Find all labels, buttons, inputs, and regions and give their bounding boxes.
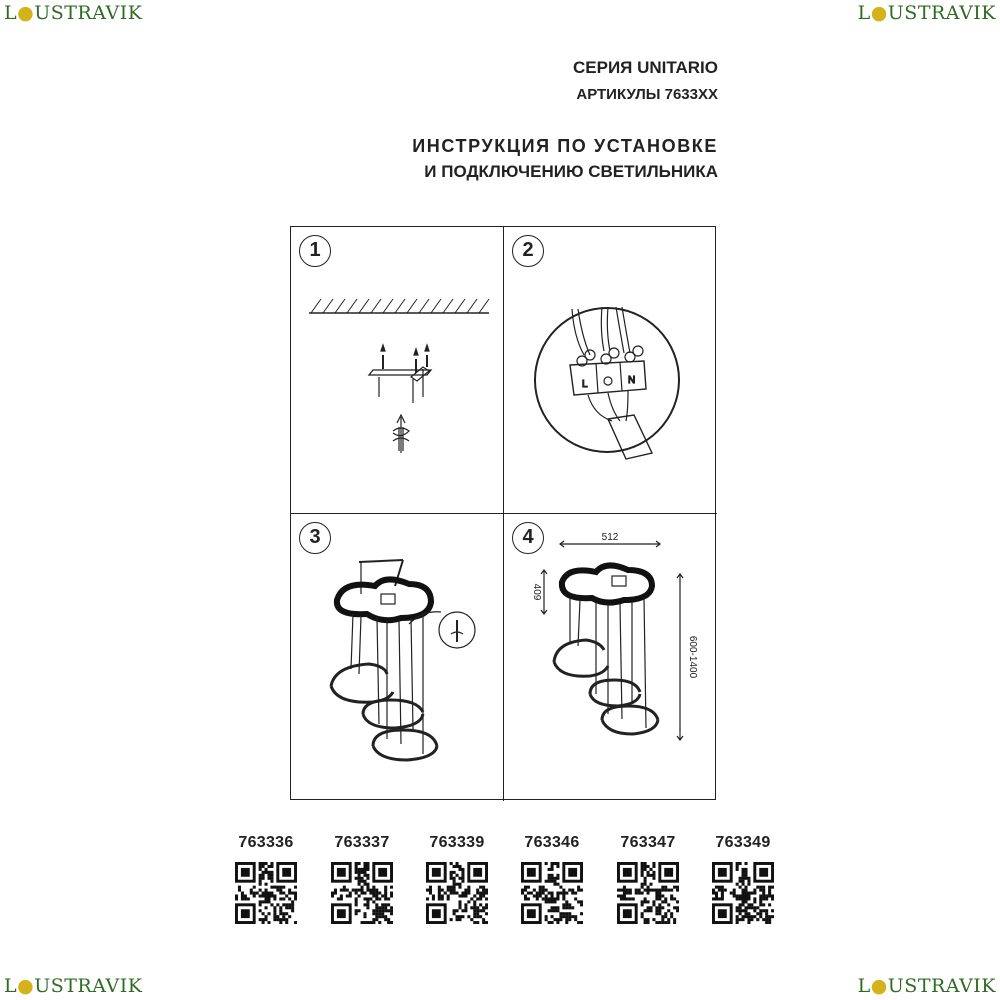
suspension-length-dimension-label: 600-1400 (687, 635, 698, 679)
qr-code-icon (331, 862, 393, 924)
step-4-number: 4 (512, 522, 544, 554)
step-2-number: 2 (512, 235, 544, 267)
svg-text:N: N (628, 375, 636, 386)
lustravik-watermark-bottom-right: L●USTRAVIK (857, 975, 996, 997)
step-3-panel (291, 514, 504, 801)
lustravik-watermark-bottom-left: L●USTRAVIK (4, 975, 143, 997)
articles-title: АРТИКУЛЫ 7633XX (576, 86, 718, 103)
width-dimension-label: 512 (601, 532, 619, 543)
instruction-steps-grid (290, 226, 716, 800)
lamp-dimensions-icon (504, 514, 717, 801)
article-code-number: 763347 (620, 834, 676, 851)
step-3-number: 3 (299, 522, 331, 554)
step-4-panel (504, 514, 717, 801)
qr-code-icon (521, 862, 583, 924)
article-code-item (703, 834, 783, 924)
article-code-item (322, 834, 402, 924)
article-code-item (417, 834, 497, 924)
lamp-assembly-icon (291, 514, 504, 801)
step-1-panel (291, 227, 504, 514)
article-code-item (608, 834, 688, 924)
lustravik-watermark-top-left: L●USTRAVIK (4, 2, 143, 24)
article-codes-row (0, 834, 1000, 934)
lustravik-watermark-top-right: L●USTRAVIK (857, 2, 996, 24)
instruction-title-line2: И ПОДКЛЮЧЕНИЮ СВЕТИЛЬНИКА (424, 162, 718, 181)
series-title: СЕРИЯ UNITARIO (572, 58, 718, 77)
article-code-number: 763337 (334, 834, 390, 851)
instruction-title-line1: ИНСТРУКЦИЯ ПО УСТАНОВКЕ (412, 136, 718, 156)
article-code-number: 763339 (429, 834, 485, 851)
article-code-number: 763349 (715, 834, 771, 851)
svg-text:L: L (582, 379, 588, 390)
qr-code-icon (617, 862, 679, 924)
step-2-panel (504, 227, 717, 514)
qr-code-icon (235, 862, 297, 924)
article-code-item (512, 834, 592, 924)
terminal-block-wiring-icon (504, 227, 717, 514)
article-code-number: 763346 (524, 834, 580, 851)
article-code-item (226, 834, 306, 924)
article-code-number: 763336 (238, 834, 294, 851)
qr-code-icon (426, 862, 488, 924)
qr-code-icon (712, 862, 774, 924)
step-1-number: 1 (299, 235, 331, 267)
canopy-height-dimension-label: 409 (531, 583, 542, 601)
ceiling-mount-bracket-icon (291, 227, 504, 514)
